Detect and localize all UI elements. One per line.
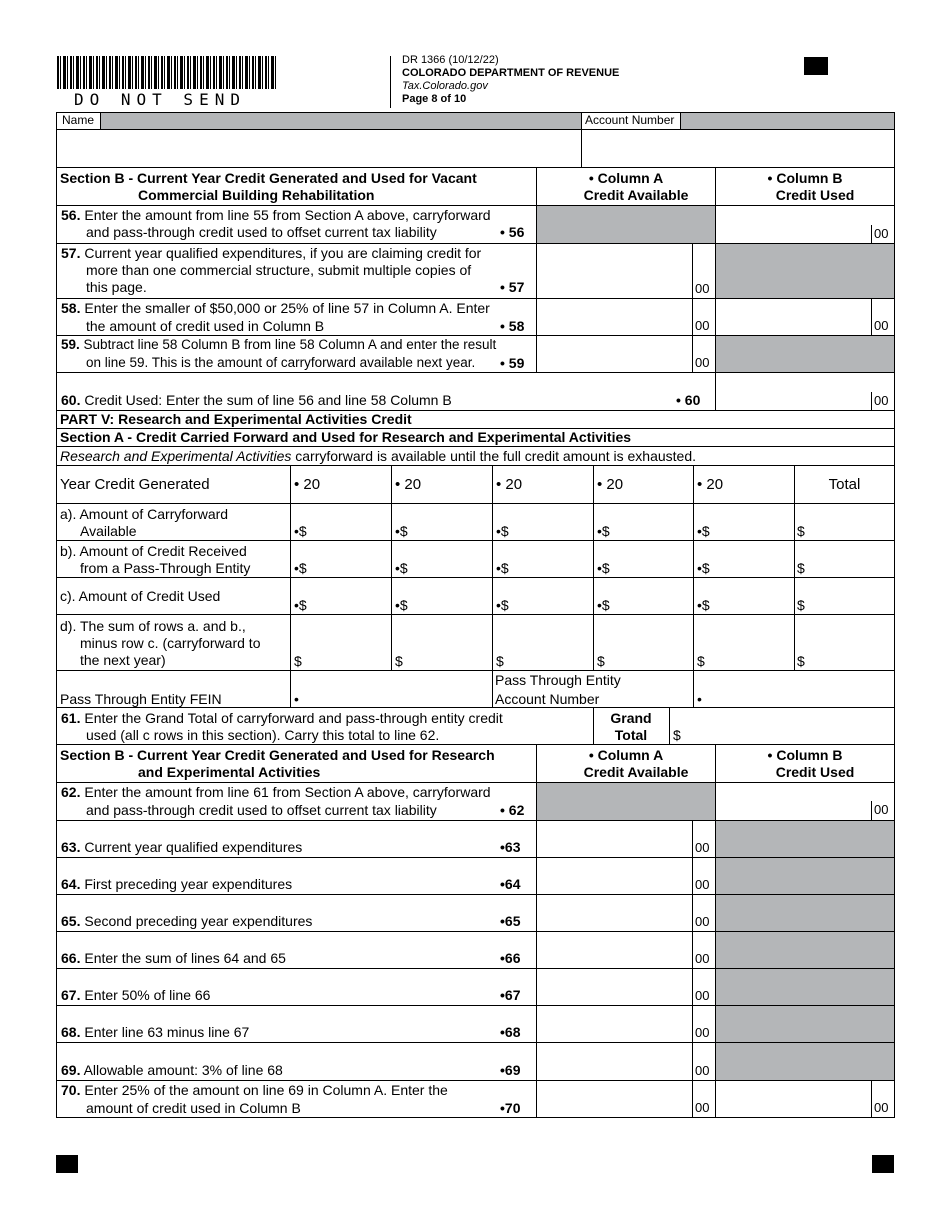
registration-marker-bottom-left — [56, 1155, 78, 1173]
line-57-cents: 00 — [695, 281, 710, 296]
line-58-label: 58. Enter the smaller of $50,000 or 25% of line 57 in Column A. Enter — [61, 300, 490, 316]
barcode-text: DO NOT SEND — [74, 90, 246, 109]
line-70-col-b-cents-divider — [871, 1080, 872, 1118]
column-a-title: • Column A — [588, 170, 664, 186]
pte-account-label-cont: Account Number — [495, 691, 600, 707]
line-56-label: 56. Enter the amount from line 55 from Section A above, carryforward — [61, 207, 491, 223]
grid-vline-6 — [794, 465, 795, 670]
line-61-label: 61. Enter the Grand Total of carryforward and pass-through entity credit — [61, 710, 503, 726]
grand-total-label-cont: Total — [614, 727, 648, 743]
name-label: Name — [62, 113, 95, 127]
row-b-label: b). Amount of Credit Received — [60, 543, 247, 559]
line-69-marker: •69 — [500, 1062, 521, 1078]
row-a-year-4-input[interactable]: •$ — [597, 523, 610, 539]
line-69-cents: 00 — [695, 1063, 710, 1078]
line-60-label: 60. Credit Used: Enter the sum of line 56 and line 58 Column B — [61, 392, 452, 408]
grid-vline-2 — [391, 465, 392, 670]
row-b-year-2-input[interactable]: •$ — [395, 560, 408, 576]
row-d-year-2-input[interactable]: $ — [395, 653, 403, 669]
row-c-year-1-input[interactable]: •$ — [294, 597, 307, 613]
line-62-label: 62. Enter the amount from line 61 from Section A above, carryforward — [61, 784, 491, 800]
line-67-col-b-shaded — [715, 968, 895, 1006]
line-65-label: 65. Second preceding year expenditures — [61, 913, 313, 929]
line-58-col-b-cents-divider — [871, 298, 872, 336]
line-56-cents: 00 — [874, 226, 889, 241]
year-5-field[interactable]: • 20 — [697, 476, 724, 493]
line-67-marker: •67 — [500, 987, 521, 1003]
section-a-rd-note: Research and Experimental Activities carryforward is available until the full credit amount is exhausted. — [60, 448, 697, 464]
registration-marker-top-right — [804, 57, 828, 75]
line-69-label: 69. Allowable amount: 3% of line 68 — [61, 1062, 283, 1078]
line-67-cents-divider — [692, 968, 693, 1006]
account-number-input[interactable] — [581, 129, 895, 168]
grid-vline-4 — [593, 465, 594, 670]
line-57-marker: • 57 — [500, 279, 525, 295]
department-name: COLORADO DEPARTMENT OF REVENUE — [402, 67, 620, 79]
part-5-title: PART V: Research and Experimental Activities Credit — [60, 411, 412, 427]
line-56-label-cont: and pass-through credit used to offset current tax liability — [86, 224, 437, 240]
line-58-col-a-cents-divider — [692, 298, 693, 336]
row-b-year-1-input[interactable]: •$ — [294, 560, 307, 576]
pte-account-input[interactable]: • — [697, 691, 702, 707]
column-b-subtitle: Credit Used — [775, 187, 855, 203]
form-number: DR 1366 (10/12/22) — [402, 54, 499, 66]
year-1-field[interactable]: • 20 — [294, 476, 321, 493]
row-d-label: d). The sum of rows a. and b., — [60, 618, 246, 634]
line-59-marker: • 59 — [500, 355, 525, 371]
line-63-col-b-shaded — [715, 820, 895, 858]
line-66-cents-divider — [692, 931, 693, 969]
row-d-total[interactable]: $ — [797, 653, 805, 669]
grand-total-label: Grand — [610, 710, 652, 726]
page-number: Page 8 of 10 — [402, 93, 467, 105]
section-b-rd-title-line1: Section B - Current Year Credit Generated and Used for Research — [60, 747, 495, 763]
line-67-col-a-input[interactable] — [536, 968, 716, 1006]
rd-column-a-title: • Column A — [588, 747, 664, 763]
section-b-vacant-title-line2: Commercial Building Rehabilitation — [138, 187, 375, 203]
barcode — [57, 56, 277, 89]
line-70-col-b-cents: 00 — [874, 1100, 889, 1115]
line-67-cents: 00 — [695, 988, 710, 1003]
account-number-label: Account Number — [585, 113, 675, 127]
line-69-cents-divider — [692, 1042, 693, 1081]
header-divider — [390, 56, 391, 108]
rd-column-b-title: • Column B — [767, 747, 843, 763]
grid-vline-1 — [290, 465, 291, 708]
grand-total-input[interactable]: $ — [673, 727, 681, 743]
grid-hline-1 — [56, 503, 895, 504]
row-a-label-cont: Available — [80, 523, 137, 539]
line-68-col-a-input[interactable] — [536, 1005, 716, 1043]
grand-total-divider-right — [669, 707, 670, 745]
row-c-year-4-input[interactable]: •$ — [597, 597, 610, 613]
year-grid — [56, 465, 895, 708]
section-b-vacant-title-line1: Section B - Current Year Credit Generated and Used for Vacant — [60, 170, 477, 186]
grid-hline-2 — [56, 540, 895, 541]
line-66-col-a-input[interactable] — [536, 931, 716, 969]
line-66-label: 66. Enter the sum of lines 64 and 65 — [61, 950, 286, 966]
line-57-label: 57. Current year qualified expenditures, if you are claiming credit for — [61, 245, 482, 261]
section-a-rd-title: Section A - Credit Carried Forward and Used for Research and Experimental Activities — [60, 429, 632, 445]
line-57-cents-divider — [692, 243, 693, 299]
line-62-label-cont: and pass-through credit used to offset current tax liability — [86, 802, 437, 818]
line-57-label-cont: more than one commercial structure, submit multiple copies of — [86, 262, 472, 278]
year-4-field[interactable]: • 20 — [597, 476, 624, 493]
line-64-col-a-input[interactable] — [536, 857, 716, 895]
line-56-col-a-shaded — [536, 205, 716, 244]
row-d-year-4-input[interactable]: $ — [597, 653, 605, 669]
line-65-col-a-input[interactable] — [536, 894, 716, 932]
line-70-col-a-cents-divider — [692, 1080, 693, 1118]
line-60-col-b-input[interactable] — [715, 372, 895, 411]
row-d-label-cont: minus row c. (carryforward to — [80, 635, 261, 651]
row-b-year-5-input[interactable]: •$ — [697, 560, 710, 576]
line-66-col-b-shaded — [715, 931, 895, 969]
grid-vline-5 — [693, 465, 694, 708]
row-b-year-4-input[interactable]: •$ — [597, 560, 610, 576]
row-c-total[interactable]: $ — [797, 597, 805, 613]
section-b-rd-title-line2: and Experimental Activities — [138, 764, 321, 780]
year-3-field[interactable]: • 20 — [496, 476, 523, 493]
line-63-cents-divider — [692, 820, 693, 858]
line-63-label: 63. Current year qualified expenditures — [61, 839, 303, 855]
line-60-cents: 00 — [874, 393, 889, 408]
grid-hline-5 — [56, 670, 895, 671]
row-b-label-cont: from a Pass-Through Entity — [80, 560, 251, 576]
line-64-marker: •64 — [500, 876, 521, 892]
line-59-col-a-input[interactable] — [536, 335, 716, 373]
line-57-label-cont2: this page. — [86, 279, 147, 295]
line-68-cents-divider — [692, 1005, 693, 1043]
column-b-title: • Column B — [767, 170, 843, 186]
line-68-marker: •68 — [500, 1024, 521, 1040]
year-credit-generated-label: Year Credit Generated — [60, 476, 210, 493]
registration-marker-bottom-right — [872, 1155, 894, 1173]
line-58-label-cont: the amount of credit used in Column B — [86, 318, 325, 334]
column-a-subtitle: Credit Available — [583, 187, 689, 203]
line-62-cents-divider — [871, 801, 872, 821]
line-68-col-b-shaded — [715, 1005, 895, 1043]
line-64-cents: 00 — [695, 877, 710, 892]
line-63-cents: 00 — [695, 840, 710, 855]
line-56-marker: • 56 — [500, 224, 525, 240]
row-d-label-cont2: the next year) — [80, 652, 166, 668]
line-60-cents-divider — [871, 392, 872, 411]
pte-account-label: Pass Through Entity — [495, 672, 621, 688]
line-67-label: 67. Enter 50% of line 66 — [61, 987, 211, 1003]
row-a-year-3-input[interactable]: •$ — [496, 523, 509, 539]
line-56-col-b-input[interactable] — [715, 205, 895, 244]
line-62-marker: • 62 — [500, 802, 525, 818]
total-column-label: Total — [828, 476, 861, 493]
row-b-total[interactable]: $ — [797, 560, 805, 576]
line-58-marker: • 58 — [500, 318, 525, 334]
row-c-year-5-input[interactable]: •$ — [697, 597, 710, 613]
row-c-year-3-input[interactable]: •$ — [496, 597, 509, 613]
line-59-col-b-shaded — [715, 335, 895, 373]
row-a-year-2-input[interactable]: •$ — [395, 523, 408, 539]
line-69-col-a-input[interactable] — [536, 1042, 716, 1081]
fein-input[interactable]: • — [294, 691, 299, 707]
row-a-year-1-input[interactable]: •$ — [294, 523, 307, 539]
line-63-marker: •63 — [500, 839, 521, 855]
line-70-marker: •70 — [500, 1100, 521, 1116]
line-59-label-cont: on line 59. This is the amount of carryforward available next year. — [86, 355, 476, 370]
line-64-cents-divider — [692, 857, 693, 895]
line-56-cents-divider — [871, 225, 872, 244]
line-58-col-b-input[interactable] — [715, 298, 895, 336]
name-input[interactable] — [56, 129, 582, 168]
year-2-field[interactable]: • 20 — [395, 476, 422, 493]
line-59-cents: 00 — [695, 355, 710, 370]
rd-column-b-subtitle: Credit Used — [775, 764, 855, 780]
line-70-label-cont: amount of credit used in Column B — [86, 1100, 301, 1116]
line-58-col-a-input[interactable] — [536, 298, 716, 336]
line-68-label: 68. Enter line 63 minus line 67 — [61, 1024, 250, 1040]
line-59-cents-divider — [692, 335, 693, 373]
line-58-col-b-cents: 00 — [874, 318, 889, 333]
line-62-col-a-shaded — [536, 782, 716, 821]
line-70-col-b-input[interactable] — [715, 1080, 895, 1118]
line-65-marker: •65 — [500, 913, 521, 929]
line-64-col-b-shaded — [715, 857, 895, 895]
row-b-year-3-input[interactable]: •$ — [496, 560, 509, 576]
line-64-label: 64. First preceding year expenditures — [61, 876, 293, 892]
grid-hline-3 — [56, 577, 895, 578]
line-65-cents-divider — [692, 894, 693, 932]
line-62-cents: 00 — [874, 802, 889, 817]
line-66-cents: 00 — [695, 951, 710, 966]
line-57-col-b-shaded — [715, 243, 895, 299]
row-d-year-5-input[interactable]: $ — [697, 653, 705, 669]
line-60-marker: • 60 — [676, 392, 701, 408]
website: Tax.Colorado.gov — [402, 80, 488, 92]
line-66-marker: •66 — [500, 950, 521, 966]
line-62-col-b-input[interactable] — [715, 782, 895, 821]
line-70-col-a-cents: 00 — [695, 1100, 710, 1115]
line-69-col-b-shaded — [715, 1042, 895, 1081]
grid-hline-4 — [56, 614, 895, 615]
grid-vline-3 — [492, 465, 493, 708]
line-59-label: 59. Subtract line 58 Column B from line 58 Column A and enter the result — [61, 337, 497, 352]
rd-column-a-subtitle: Credit Available — [583, 764, 689, 780]
row-a-total[interactable]: $ — [797, 523, 805, 539]
line-57-col-a-input[interactable] — [536, 243, 716, 299]
name-header-bar — [56, 112, 582, 130]
line-61-label-cont: used (all c rows in this section). Carry this total to line 62. — [86, 727, 440, 743]
line-68-cents: 00 — [695, 1025, 710, 1040]
row-d-year-3-input[interactable]: $ — [496, 653, 504, 669]
line-65-cents: 00 — [695, 914, 710, 929]
row-c-year-2-input[interactable]: •$ — [395, 597, 408, 613]
line-65-col-b-shaded — [715, 894, 895, 932]
line-70-label: 70. Enter 25% of the amount on line 69 in Column A. Enter the — [61, 1082, 448, 1098]
row-a-label: a). Amount of Carryforward — [60, 506, 229, 522]
line-58-col-a-cents: 00 — [695, 318, 710, 333]
fein-label: Pass Through Entity FEIN — [60, 691, 222, 707]
row-c-label: c). Amount of Credit Used — [60, 588, 221, 604]
row-d-year-1-input[interactable]: $ — [294, 653, 302, 669]
row-a-year-5-input[interactable]: •$ — [697, 523, 710, 539]
line-70-col-a-input[interactable] — [536, 1080, 716, 1118]
line-63-col-a-input[interactable] — [536, 820, 716, 858]
